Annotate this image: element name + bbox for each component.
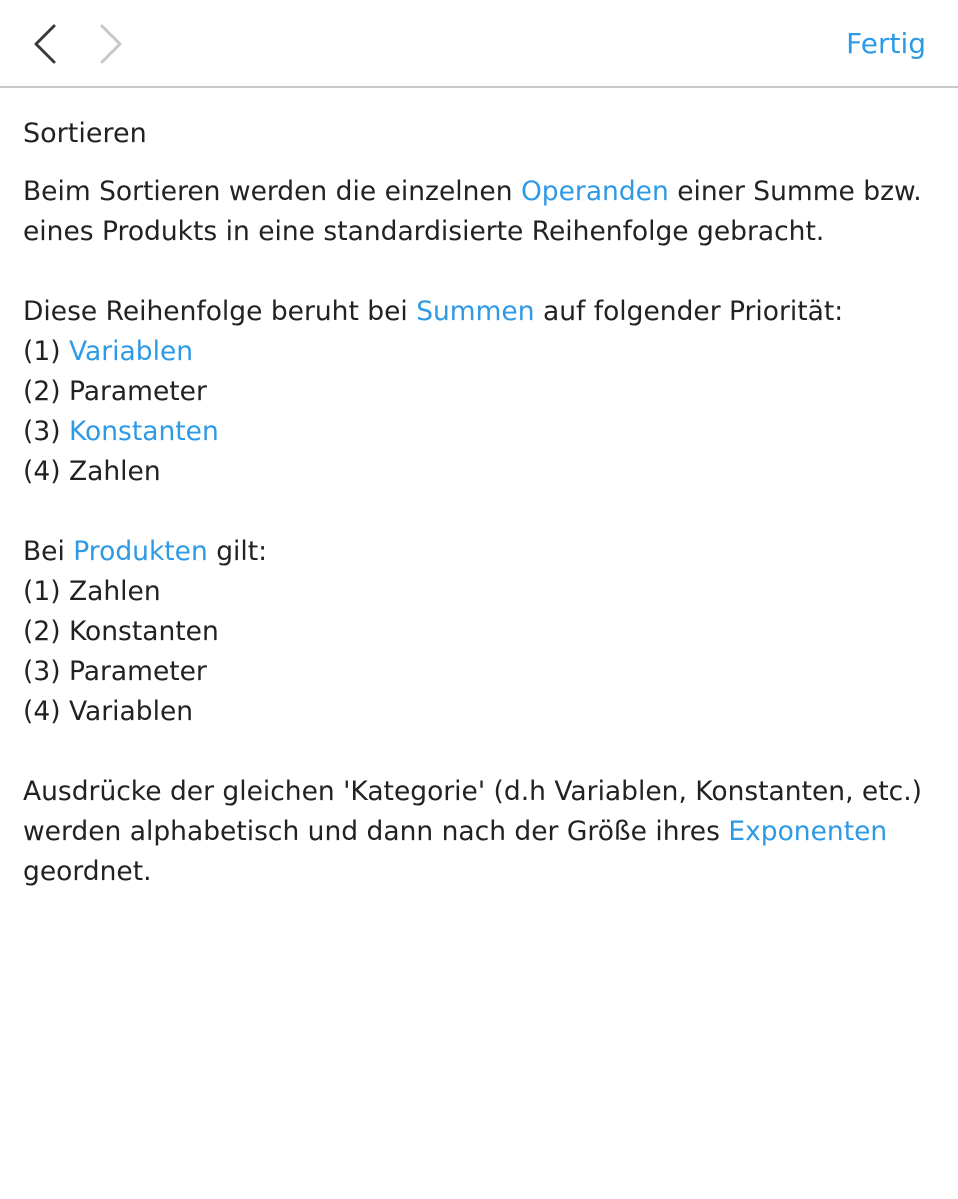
list-item: (1) Variablen bbox=[23, 336, 194, 367]
link-variablen[interactable]: Variablen bbox=[68, 336, 194, 367]
list-item: (2) Parameter bbox=[23, 376, 207, 407]
list-item: (4) Variablen bbox=[23, 696, 194, 727]
link-exponenten[interactable]: Exponenten bbox=[728, 816, 888, 847]
list-item: (3) Konstanten bbox=[23, 416, 219, 447]
help-article bbox=[23, 114, 923, 892]
sums-paragraph: Diese Reihenfolge beruht bei Summen auf folgender Priorität: bbox=[23, 296, 844, 327]
chevron-right-icon bbox=[88, 22, 132, 66]
done-button[interactable]: Fertig bbox=[846, 27, 926, 60]
list-item: (2) Konstanten bbox=[23, 616, 219, 647]
forward-button[interactable] bbox=[88, 22, 132, 66]
navigation-bar bbox=[0, 0, 958, 88]
list-item-label: Zahlen bbox=[68, 456, 161, 487]
list-item: (1) Zahlen bbox=[23, 576, 161, 607]
link-summen[interactable]: Summen bbox=[416, 296, 535, 327]
list-item: (3) Parameter bbox=[23, 656, 207, 687]
article-title: Sortieren bbox=[23, 118, 147, 149]
intro-paragraph: Beim Sortieren werden die einzelnen Operanden einer Summe bzw. eines Produkts in eine standardisierte Reihenfolge gebracht. bbox=[23, 176, 922, 247]
chevron-left-icon bbox=[24, 22, 68, 66]
link-konstanten[interactable]: Konstanten bbox=[68, 416, 219, 447]
list-item-label: Parameter bbox=[68, 376, 207, 407]
back-button[interactable] bbox=[24, 22, 68, 66]
link-operanden[interactable]: Operanden bbox=[520, 176, 669, 207]
products-paragraph: Bei Produkten gilt: bbox=[23, 536, 268, 567]
link-produkten[interactable]: Produkten bbox=[73, 536, 208, 567]
outro-paragraph: Ausdrücke der gleichen 'Kategorie' (d.h Variablen, Konstanten, etc.) werden alphabetisch und dann nach der Größe ihres Exponenten geordnet. bbox=[23, 776, 922, 887]
list-item: (4) Zahlen bbox=[23, 456, 161, 487]
